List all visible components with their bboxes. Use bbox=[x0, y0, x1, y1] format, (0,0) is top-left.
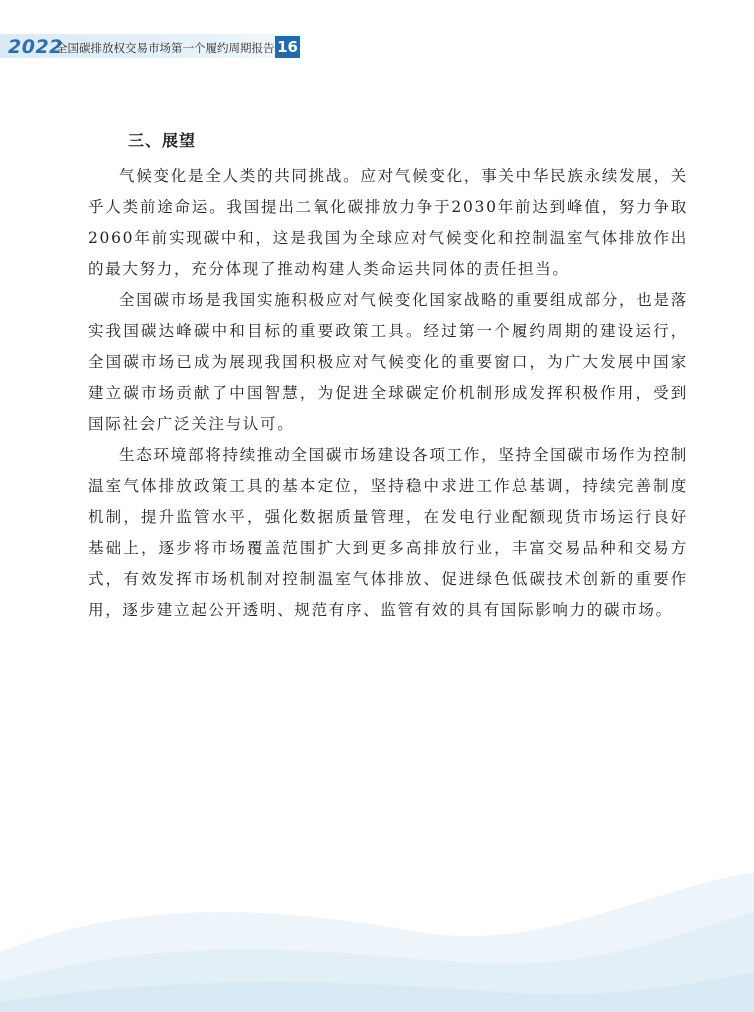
paragraph-1: 气候变化是全人类的共同挑战。应对气候变化，事关中华民族永续发展，关乎人类前途命运。我国提出二氧化碳排放力争于2030年前达到峰值，努力争取2060年前实现碳中和，这是我国为全球应对气候变化和控制温室气体排放作出的最大努力，充分体现了推动构建人类命运共同体的责任担当。 bbox=[88, 167, 688, 278]
decorative-wave-background bbox=[0, 832, 754, 1012]
paragraph-2: 全国碳市场是我国实施积极应对气候变化国家战略的重要组成部分，也是落实我国碳达峰碳中和目标的重要政策工具。经过第一个履约周期的建设运行，全国碳市场已成为展现我国积极应对气候变化的重要窗口，为广大发展中国家建立碳市场贡献了中国智慧，为促进全球碳定价机制形成发挥积极作用，受到国际社会广泛关注与认可。 bbox=[88, 291, 688, 433]
section-heading: 三、展望 bbox=[128, 131, 197, 150]
report-title: 全国碳排放权交易市场第一个履约周期报告 bbox=[56, 41, 275, 55]
main-content bbox=[88, 128, 688, 626]
page-number: 16 bbox=[275, 36, 300, 58]
report-year: 2022 bbox=[8, 36, 63, 58]
paragraph-3: 生态环境部将持续推动全国碳市场建设各项工作，坚持全国碳市场作为控制温室气体排放政策工具的基本定位，坚持稳中求进工作总基调，持续完善制度机制，提升监管水平，强化数据质量管理，在发电行业配额现货市场运行良好基础上，逐步将市场覆盖范围扩大到更多高排放行业，丰富交易品种和交易方式，有效发挥市场机制对控制温室气体排放、促进绿色低碳技术创新的重要作用，逐步建立起公开透明、规范有序、监管有效的具有国际影响力的碳市场。 bbox=[88, 446, 688, 619]
